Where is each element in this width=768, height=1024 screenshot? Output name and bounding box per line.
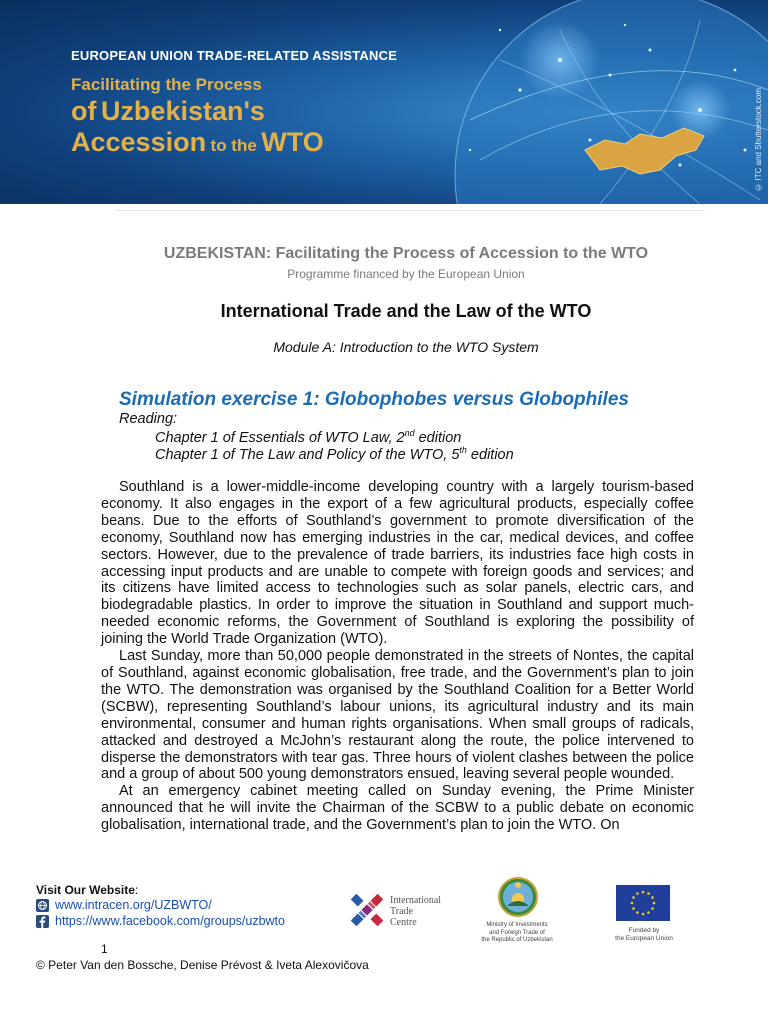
facebook-icon [36,915,49,928]
exercise-title: Simulation exercise 1: Globophobes versus Globophiles [119,389,629,410]
itc-logo [346,889,388,931]
paragraph: Last Sunday, more than 50,000 people demonstrated in the streets of Nontes, the capital of Southland, against economic globalisation, free trade, and the Government’s plan to join the WTO. The demonstration was organised by the Southland Coalition for a Better World (SCBW), representing Southland’s labour unions, its agricultural industry and its main environmental, consumer and human rights organisations. When small groups of radicals, attacked and destroyed a McJohn’s restaurant along the route, the police intervened to disperse the demonstrators with tear gas. Three hours of violent clashes between the police and a group of about 500 young demonstrators ensued, leaving several people wounded. [101,648,694,783]
copyright: © Peter Van den Bossche, Denise Prévost & Iveta Alexovičova [36,958,369,972]
itc-logo-text: International Trade Centre [390,895,442,928]
banner-title-line1: Facilitating the Process [71,75,262,94]
programme-title: UZBEKISTAN: Facilitating the Process of Accession to the WTO [163,245,649,262]
facebook-link[interactable]: https://www.facebook.com/groups/uzbwto [36,914,285,928]
paragraph: Southland is a lower-middle-income developing country with a largely tourism-based economy. It also engages in the export of a few agricultural products, especially coffee beans. Due to the efforts of Southland’s government to promote diversification of the economy, Southland now has emerging industries in the car, medical devices, and coffee sectors. However, due to the prevalence of trade barriers, its industries face high costs in accessing input products and are unable to compete with foreign goods and services; and its citizens have limited access to technologies such as solar panels, electric cars, and biodegradable plastics. In order to improve the situation in Southland and support much-needed economic reforms, the Government of Southland is exploring the possibility of joining the World Trade Organization (WTO). [101,479,694,648]
eu-funded-text: Funded by the European Union [615,927,673,942]
divider [115,210,705,211]
module-subtitle: Module A: Introduction to the WTO System [273,339,539,355]
course-title: International Trade and the Law of the WTO [220,301,592,321]
website-link[interactable]: www.intracen.org/UZBWTO/ [36,898,212,912]
banner-title-line3: Accession to the WTO [71,127,324,157]
reading-item-2: Chapter 1 of The Law and Policy of the WTO, 5th edition [155,445,514,463]
visit-label: Visit Our Website: [36,883,139,897]
body-text [101,479,694,834]
reading-label: Reading: [119,411,178,427]
globe-icon [36,899,49,912]
reading-item-1: Chapter 1 of Essentials of WTO Law, 2nd edition [155,428,462,446]
image-credit: © ITC and Shutterstock.com [754,88,763,192]
eu-assistance-label: EUROPEAN UNION TRADE-RELATED ASSISTANCE [71,48,398,63]
header-banner [0,0,768,204]
eu-flag-icon [616,885,670,921]
banner-title-line2: of Uzbekistan's [71,96,265,126]
uzbekistan-emblem [497,876,539,918]
programme-financed: Programme financed by the European Union [287,267,525,281]
page-number: 1 [101,942,108,956]
paragraph: At an emergency cabinet meeting called on Sunday evening, the Prime Minister announced that he will invite the Chairman of the SCBW to a public debate on economic globalisation, international trade, and the Government’s plan to join the WTO. On [101,783,694,834]
ministry-logo-text: Ministry of Investments and Foreign Trade of the Republic of Uzbekistan [481,922,553,943]
